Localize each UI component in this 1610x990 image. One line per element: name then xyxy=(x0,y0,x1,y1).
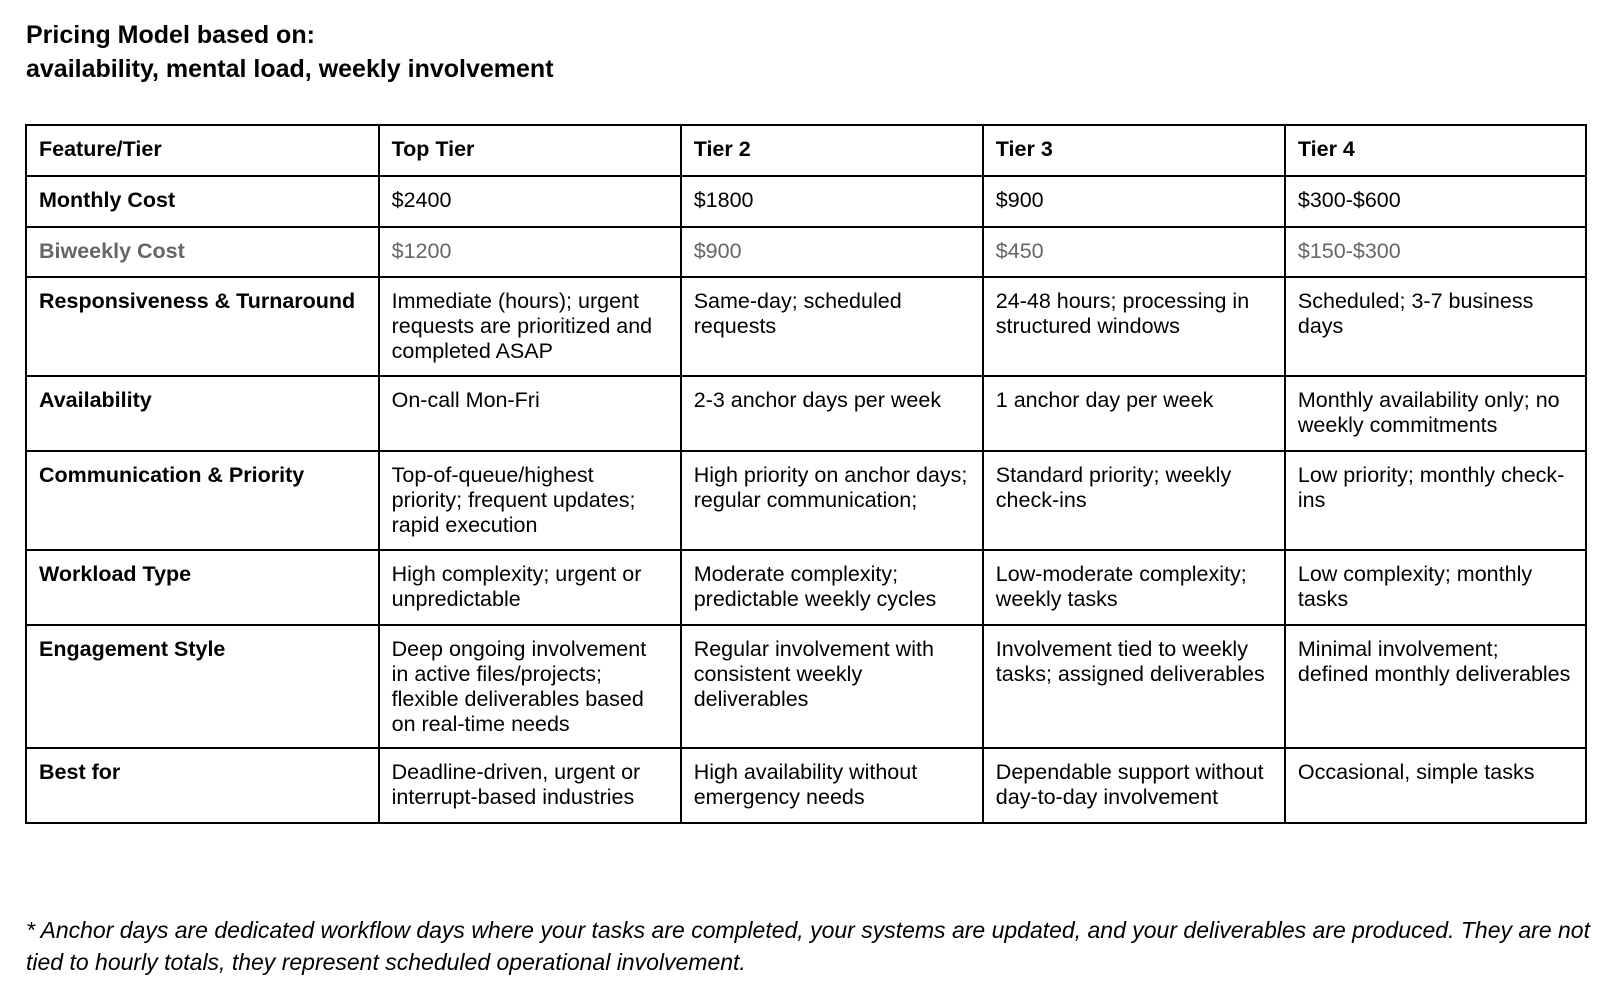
row-label: Biweekly Cost xyxy=(26,227,379,277)
table-cell: On-call Mon-Fri xyxy=(379,376,681,451)
row-label: Communication & Priority xyxy=(26,451,379,550)
table-cell: $450 xyxy=(983,227,1285,277)
table-cell: Low priority; monthly check-ins xyxy=(1285,451,1586,550)
row-label: Workload Type xyxy=(26,550,379,625)
table-row-best-for xyxy=(26,748,1586,823)
page-title xyxy=(26,18,554,86)
page-title-line-1: Pricing Model based on: xyxy=(26,21,315,49)
table-header-row xyxy=(26,125,1586,176)
table-cell: Low-moderate complexity; weekly tasks xyxy=(983,550,1285,625)
table-cell: Scheduled; 3-7 business days xyxy=(1285,277,1586,376)
table-cell: Regular involvement with consistent weekly deliverables xyxy=(681,625,983,748)
header-cell-tier-2: Tier 2 xyxy=(681,125,983,176)
table-cell: Occasional, simple tasks xyxy=(1285,748,1586,823)
table-row-engagement-style xyxy=(26,625,1586,748)
table-cell: 24-48 hours; processing in structured windows xyxy=(983,277,1285,376)
table-cell: Low complexity; monthly tasks xyxy=(1285,550,1586,625)
table-cell: $1800 xyxy=(681,176,983,227)
table-cell: Dependable support without day-to-day involvement xyxy=(983,748,1285,823)
row-label: Availability xyxy=(26,376,379,451)
table-cell: Deep ongoing involvement in active files/projects; flexible deliverables based on real-time needs xyxy=(379,625,681,748)
table-cell: Deadline-driven, urgent or interrupt-based industries xyxy=(379,748,681,823)
table-cell: Same-day; scheduled requests xyxy=(681,277,983,376)
table-row-availability xyxy=(26,376,1586,451)
row-label: Best for xyxy=(26,748,379,823)
table-cell: High complexity; urgent or unpredictable xyxy=(379,550,681,625)
table-cell: High priority on anchor days; regular communication; xyxy=(681,451,983,550)
table-cell: 2-3 anchor days per week xyxy=(681,376,983,451)
table-cell: High availability without emergency needs xyxy=(681,748,983,823)
row-label: Responsiveness & Turnaround xyxy=(26,277,379,376)
table-cell: Minimal involvement; defined monthly deliverables xyxy=(1285,625,1586,748)
row-label: Monthly Cost xyxy=(26,176,379,227)
header-cell-tier-3: Tier 3 xyxy=(983,125,1285,176)
table-cell: Immediate (hours); urgent requests are prioritized and completed ASAP xyxy=(379,277,681,376)
table-cell: Involvement tied to weekly tasks; assigned deliverables xyxy=(983,625,1285,748)
pricing-table xyxy=(25,124,1587,824)
table-row-responsiveness xyxy=(26,277,1586,376)
table-cell: Top-of-queue/highest priority; frequent updates; rapid execution xyxy=(379,451,681,550)
table-cell: $300-$600 xyxy=(1285,176,1586,227)
table-cell: $2400 xyxy=(379,176,681,227)
table-cell: $900 xyxy=(681,227,983,277)
footnote: * Anchor days are dedicated workflow days where your tasks are completed, your systems are updated, and your deliverables are produced. They are not tied to hourly totals, they represent scheduled operational involvement. xyxy=(26,917,1590,975)
table-cell: Moderate complexity; predictable weekly cycles xyxy=(681,550,983,625)
table-cell: 1 anchor day per week xyxy=(983,376,1285,451)
table-row-biweekly-cost xyxy=(26,227,1586,277)
table-cell: Monthly availability only; no weekly commitments xyxy=(1285,376,1586,451)
table-row-communication xyxy=(26,451,1586,550)
row-label: Engagement Style xyxy=(26,625,379,748)
table-cell: $150-$300 xyxy=(1285,227,1586,277)
table-cell: Standard priority; weekly check-ins xyxy=(983,451,1285,550)
header-cell-tier-4: Tier 4 xyxy=(1285,125,1586,176)
page-title-line-2: availability, mental load, weekly involvement xyxy=(26,55,554,83)
table-cell: $900 xyxy=(983,176,1285,227)
table-row-monthly-cost xyxy=(26,176,1586,227)
table-row-workload-type xyxy=(26,550,1586,625)
table-cell: $1200 xyxy=(379,227,681,277)
header-cell-feature-tier: Feature/Tier xyxy=(26,125,379,176)
header-cell-top-tier: Top Tier xyxy=(379,125,681,176)
